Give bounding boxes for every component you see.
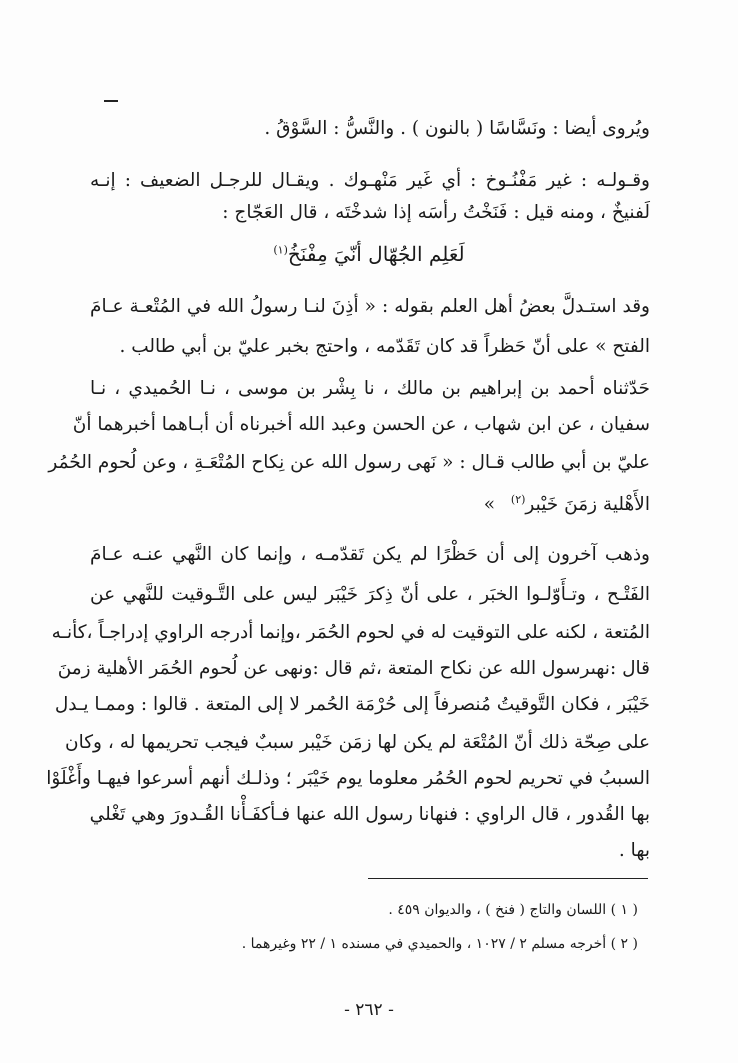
text-line-13: قال :نهىرسول الله عن نكاح المتعة ،ثم قال :ونهى عن لُحوم الحُمَر الأهلية زمنَ: [57, 658, 650, 679]
hadith-close-quote: »: [483, 494, 496, 516]
footnote-separator: [368, 878, 648, 879]
text-line-10: وذهب آخرون إلى أن حَظْرًا لم يكن تَقدّمـه ، وإنما كان النَّهي عنـه عـامَ: [90, 544, 650, 565]
text-line-9: [90, 487, 650, 518]
text-line-1: ويُروى أيضا : ونَسَّاسًا ( بالنون ) . والنَّسُّ : السَّوْقُ .: [264, 118, 650, 139]
text-line-14: خَيْبَر ، فكان التَّوقيتُ مُنصرفاً إلى حُرْمَة الحُمر لا إلى المتعة . قالوا : وممـا يـدل: [54, 694, 650, 715]
hadith-end-text: الأَهْلية زمَنَ خَيْبر: [525, 494, 650, 516]
text-line-5: الفتح » على أنّ حَظراً قد كان تَقَدّمه ، واحتج بخبر عليّ بن أبي طالب .: [119, 336, 650, 357]
text-line-3: لَفنيخٌ ، ومنه قيل : فَنَخْتُ رأسَه إذا شدخْتَه ، قال العَجّاج :: [222, 202, 650, 223]
text-line-4: وقد استـدلَّ بعضُ أهل العلم بقوله : « أذِنَ لنـا رسولُ الله في المُتْعـة عـامَ: [90, 296, 650, 317]
text-line-2: وقـولـه : غير مَفْنُـوخ : أي غَير مَنْهـوك . ويقـال للرجـل الضعيف : إنـه: [90, 170, 650, 191]
footnote-1: ( ١ ) اللسان والتاج ( فنخ ) ، والديوان ٤٥٩ .: [388, 902, 638, 918]
hadith-footnote-mark: (٢): [510, 493, 526, 506]
text-line-7: سفيان ، عن ابن شهاب ، عن الحسن وعبد الله أخبرناه أن أبـاهما أخبرهما أنّ: [72, 414, 650, 435]
verse-footnote-mark: (١): [273, 243, 288, 257]
text-line-12: المُتعة ، لكنه على التوقيت له في لحوم الحُمَر ،وإنما أدرجه الراوي إدراجـاً ،كأنـه: [51, 622, 650, 643]
text-line-11: الفَتْـح ، وتـأَوّلـوا الخبَر ، على أنّ ذِكرَ خَيْبَر ليس على التَّـوقيت للنَّهي عن: [90, 584, 650, 605]
footnote-2: ( ٢ ) أخرجه مسلم ٢ / ١٠٢٧ ، والحميدي في مسنده ١ / ٢٢ وغيرهما .: [241, 936, 638, 952]
text-line-18: بها .: [618, 840, 650, 861]
margin-dash: [104, 100, 118, 102]
text-line-15: على صِحّة ذلك أنّ المُتْعَة لم يكن لها زمَن خَيْبر سببٌ فيجب تحريمها له ، وكان: [65, 732, 650, 753]
text-line-6: حَدّثناه أحمد بن إبراهيم بن مالك ، نا بِشْر بن موسى ، نـا الحُميدي ، نـا: [90, 378, 650, 399]
text-line-8: عليّ بن أبي طالب قـال : « نَهى رسول الله عن نِكاح المُتْعَـةِ ، وعن لُحوم الحُمُر: [48, 452, 650, 473]
text-line-17: بها القُدور ، قال الراوي : فنهانا رسول الله عنها فـأكفَـأْنا القُـدورَ وهي تَغْلي: [89, 804, 650, 825]
verse-line: [0, 242, 738, 266]
verse-text: لَعَلِم الجُهّال أنّيَ مِفْنَخُ: [287, 242, 465, 266]
text-line-16: السببُ في تحريم لحوم الحُمُر معلوما يوم خَيْبَر ؛ وذلـك أنهم أسرعوا فيهـا وأَغْلَوْا: [46, 768, 650, 789]
page-number: - ٢٦٢ -: [344, 1000, 394, 1020]
